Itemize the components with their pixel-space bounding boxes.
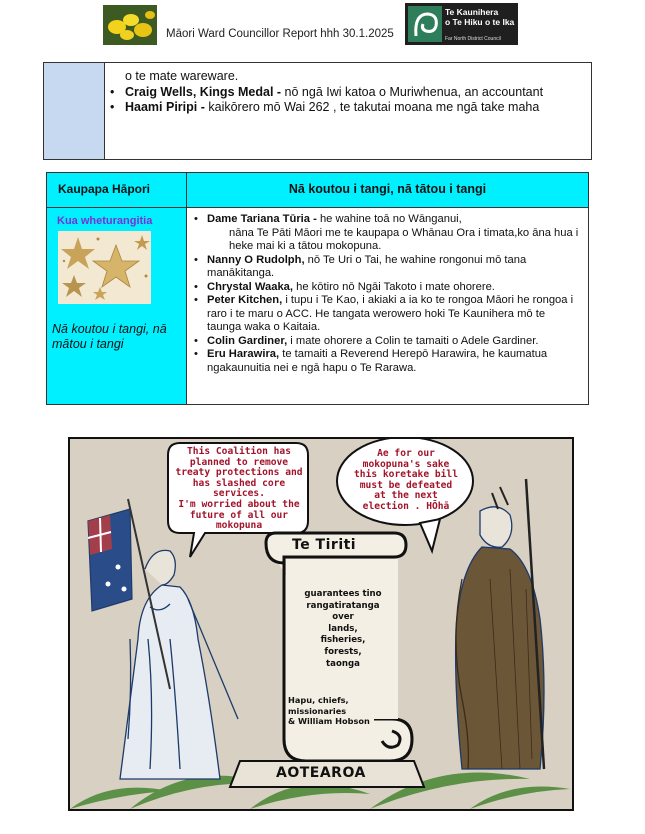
honours-list bbox=[108, 69, 585, 116]
council-name-line2: o Te Hiku o te Ika bbox=[445, 17, 515, 27]
continued-text: o te mate wareware. bbox=[125, 69, 239, 83]
bubble-line: planned to remove bbox=[189, 456, 289, 468]
category-caption: Nā koutou i tangi, nā mātou i tangi bbox=[52, 322, 167, 351]
honouree-text: kaikōrero mō Wai 262 , te takutai moana me ngā take maha bbox=[204, 100, 540, 114]
person-name: Colin Gardiner, bbox=[207, 334, 288, 347]
list-item bbox=[192, 294, 580, 335]
person-text: he wahine toā no Wānganui, bbox=[316, 213, 462, 225]
list-item bbox=[192, 213, 580, 227]
person-text-continued: nāna Te Pāti Māori me te kaupapa o Whānau Ora i timata,ko āna hua i heke mai ki a tātou mokopuna. bbox=[229, 226, 579, 252]
scroll-line: forests, bbox=[324, 646, 362, 657]
scroll-line: rangatiratanga bbox=[306, 600, 380, 611]
honours-table bbox=[43, 62, 592, 160]
scroll-line: lands, bbox=[328, 623, 358, 634]
scroll-line: over bbox=[332, 612, 354, 623]
person-name: Chrystal Waaka, bbox=[207, 280, 294, 293]
bubble-line: treaty protections and bbox=[175, 467, 303, 479]
scroll-signers bbox=[288, 695, 370, 727]
signer-line: missionaries bbox=[288, 705, 347, 716]
column-header-tangi: Nā koutou i tangi, nā tātou i tangi bbox=[187, 173, 588, 208]
bubble-line: at the next bbox=[374, 490, 438, 502]
report-title: Māori Ward Councillor Report hhh 30.1.2025 bbox=[166, 28, 394, 40]
bubble-line: services. bbox=[213, 488, 265, 500]
bubble-line: mokopuna bbox=[215, 520, 263, 532]
category-label: Kua wheturangitia bbox=[57, 215, 153, 227]
person-name: Dame Tariana Tūria - bbox=[207, 213, 317, 225]
scroll-text bbox=[290, 589, 396, 670]
honours-table-left-cell bbox=[44, 63, 105, 159]
council-name-english: Far North District Council bbox=[445, 36, 501, 42]
aotearoa-banner: AOTEAROA bbox=[276, 765, 366, 781]
honouree-name: Craig Wells, Kings Medal - bbox=[125, 84, 282, 99]
signer-line: & William Hobson bbox=[288, 716, 370, 726]
scroll-title: Te Tiriti bbox=[292, 537, 357, 553]
stars-image bbox=[58, 231, 151, 304]
community-table bbox=[46, 172, 589, 405]
signer-line: Hapu, chiefs, bbox=[288, 695, 349, 705]
person-text: te tamaiti a Reverend Herepō Harawira, he kaumatua ngakaunuitia nei e ngā hapu o Te Rarawa. bbox=[207, 348, 548, 374]
bubble-line: has slashed core bbox=[192, 477, 286, 489]
bubble-line: I'm worried about the bbox=[178, 498, 300, 510]
kowhai-flower-logo bbox=[103, 5, 157, 45]
list-item bbox=[192, 335, 580, 349]
list-item bbox=[108, 85, 585, 101]
te-tiriti-cartoon bbox=[68, 437, 574, 811]
bubble-line: Ae for our bbox=[377, 448, 435, 459]
koru-icon bbox=[408, 6, 442, 42]
tangi-list bbox=[192, 213, 580, 375]
person-text: i mate ohorere a Colin te tamaiti o Adele Gardiner. bbox=[287, 334, 539, 347]
bubble-line: This Coalition has bbox=[187, 446, 291, 457]
bubble-line: this koretake bill bbox=[354, 469, 458, 481]
person-text: nō Te Uri o Tai, he wahine rongonui mō tana manākitanga. bbox=[207, 253, 527, 279]
person-name: Peter Kitchen, bbox=[207, 294, 283, 306]
bubble-line: must be defeated bbox=[359, 479, 453, 491]
right-speech-bubble bbox=[340, 449, 472, 513]
bubble-line: future of all our bbox=[189, 509, 289, 521]
community-category-cell bbox=[47, 208, 187, 404]
honouree-text: nō ngā Iwi katoa o Muriwhenua, an accountant bbox=[281, 84, 544, 99]
council-name-line1: Te Kaunihera bbox=[445, 7, 499, 17]
list-item bbox=[108, 100, 585, 116]
bubble-line: mokopuna's sake bbox=[362, 458, 450, 470]
honouree-name: Haami Piripi - bbox=[125, 100, 205, 114]
scroll-line: taonga bbox=[326, 658, 360, 669]
list-item bbox=[192, 348, 580, 375]
council-logo bbox=[405, 3, 518, 45]
person-text: i tupu i Te Kao, i akiaki a ia ko te rongoa Māori he rongoa i raro i te maru o ACC. He tangata werowero hoki Te Kaunihera mō te taunga waka o Kaitaia. bbox=[207, 294, 574, 333]
column-header-kaupapa: Kaupapa Hāpori bbox=[47, 173, 187, 208]
left-speech-bubble bbox=[172, 447, 306, 532]
scroll-line: fisheries, bbox=[320, 635, 366, 646]
list-item bbox=[192, 281, 580, 295]
person-text: he kōtiro nō Ngāi Takoto i mate ohorere. bbox=[293, 280, 495, 293]
bubble-line: election . HŌhā bbox=[362, 500, 450, 512]
scroll-line: guarantees tino bbox=[304, 589, 382, 599]
person-name: Eru Harawira, bbox=[207, 348, 280, 360]
list-item bbox=[192, 254, 580, 281]
person-name: Nanny O Rudolph, bbox=[207, 253, 305, 266]
